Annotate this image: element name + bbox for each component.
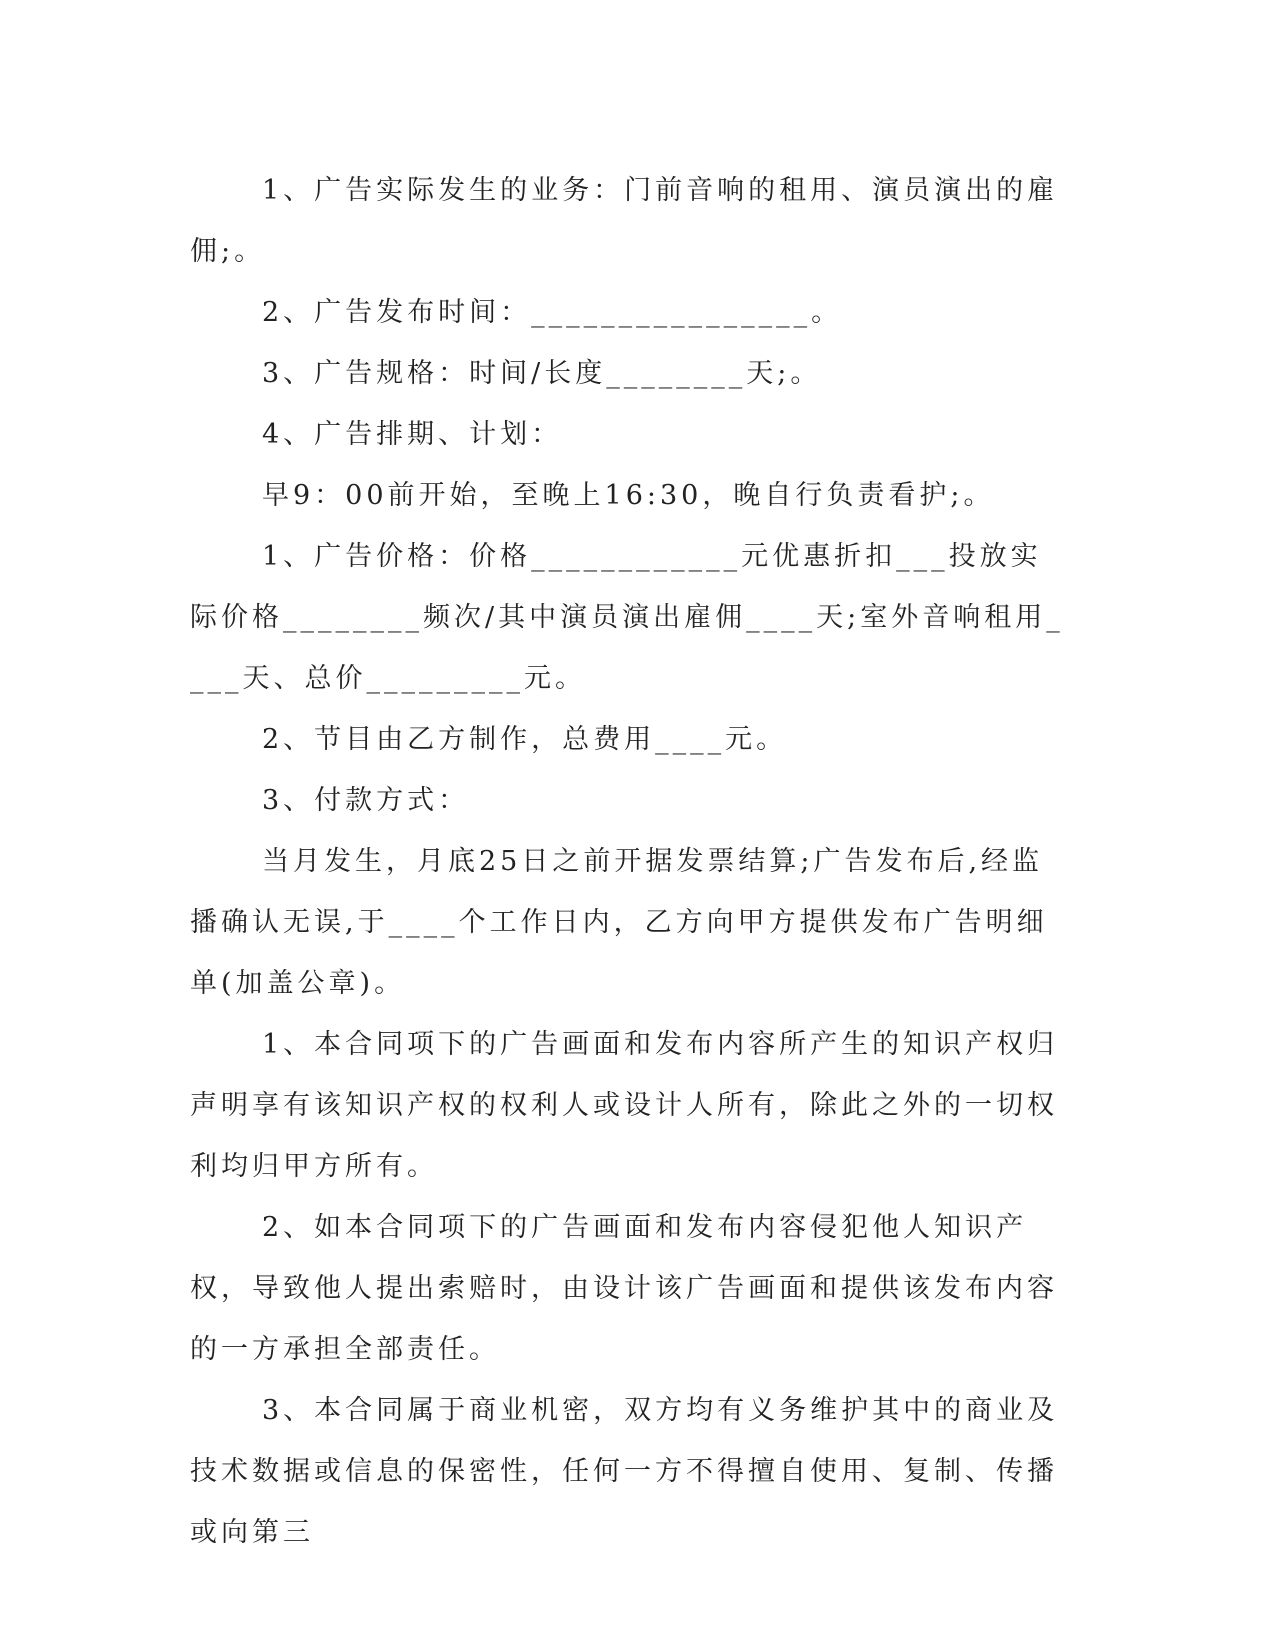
paragraph-spec: 3、广告规格：时间/长度________天;。: [262, 358, 822, 389]
paragraph-ip-ownership: 1、本合同项下的广告画面和发布内容所产生的知识产权归声明享有该知识产权的权利人或设计人所有，除此之外的一切权利均归甲方所有。: [190, 1029, 1059, 1182]
paragraph-payment-method: 3、付款方式：: [262, 785, 470, 816]
paragraph-confidentiality: 3、本合同属于商业机密，双方均有义务维护其中的商业及技术数据或信息的保密性，任何一方不得擅自使用、复制、传播或向第三: [190, 1395, 1059, 1548]
document-body: [190, 160, 1070, 1563]
paragraph-business: 1、广告实际发生的业务：门前音响的租用、演员演出的雇佣;。: [190, 175, 1059, 267]
paragraph-schedule: 4、广告排期、计划：: [262, 419, 563, 450]
paragraph-production-fee: 2、节目由乙方制作，总费用____元。: [262, 724, 788, 755]
paragraph-publish-time: 2、广告发布时间：________________。: [262, 297, 843, 328]
paragraph-price: 1、广告价格：价格____________元优惠折扣___投放实际价格________频次/其中演员演出雇佣____天;室外音响租用____天、总价_________元。: [190, 541, 1064, 694]
paragraph-ip-infringement: 2、如本合同项下的广告画面和发布内容侵犯他人知识产权，导致他人提出索赔时，由设计该广告画面和提供该发布内容的一方承担全部责任。: [190, 1212, 1058, 1365]
paragraph-payment-detail: 当月发生，月底25日之前开据发票结算;广告发布后,经监播确认无误,于____个工作日内，乙方向甲方提供发布广告明细单(加盖公章)。: [190, 846, 1048, 999]
paragraph-schedule-detail: 早9：00前开始，至晚上16:30，晚自行负责看护;。: [262, 480, 995, 511]
